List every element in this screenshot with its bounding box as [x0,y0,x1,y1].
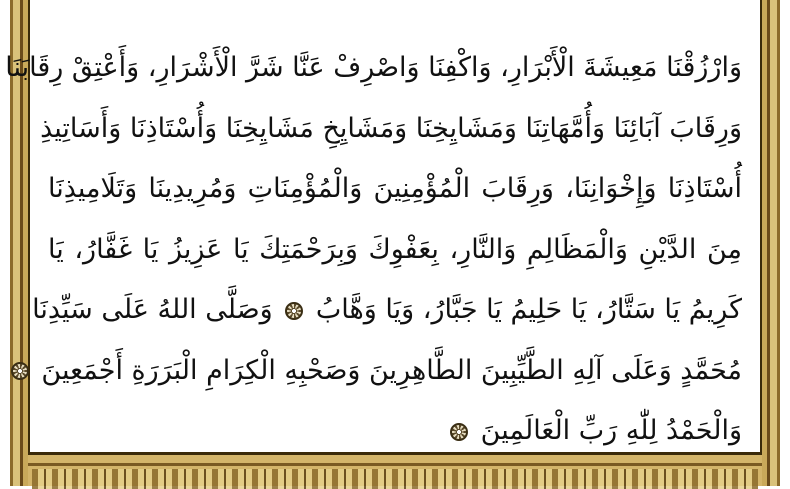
prayer-line-7-text: وَالْحَمْدُ لِلّٰهِ رَبِّ الْعَالَمِينَ [480,415,742,446]
prayer-line-3: أُسْتَاذِنَا وَإِخْوَانِنَا، وَرِقَابَ الْمُؤْمِنِينَ وَالْمُؤْمِنَاتِ وَمُرِيدِينَا وَتَلَامِيذِنَا [48,173,742,204]
prayer-line-6-text: مُحَمَّدٍ وَعَلَى آلِهِ الطَّيِّبِينَ الطَّاهِرِينَ وَصَحْبِهِ الْكِرَامِ الْبَرَرَةِ أَجْمَعِينَ [41,354,742,386]
prayer-line-4: مِنَ الدَّيْنِ وَالْمَظَالِمِ وَالنَّارِ، بِعَفْوِكَ وَبِرَحْمَتِكَ يَا عَزِيزُ يَا غَفَّارُ، يَا [48,233,742,265]
bottom-border-line [28,463,762,466]
prayer-line-2: وَرِقَابَ آبَائِنَا وَأُمَّهَاتِنَا وَمَشَايِخِنَا وَمَشَايِخِ مَشَايِخِنَا وَأُسْتَاذِنَا وَأَسَاتِيذِ [40,112,742,144]
prayer-line-7 [48,401,742,462]
rosette-icon [285,302,303,320]
rosette-icon [450,423,468,441]
prayer-line-5 [32,280,742,341]
prayer-text [5,38,742,462]
prayer-line-6 [41,341,742,402]
bottom-border-pattern [32,469,758,489]
prayer-line-1: وَارْزُقْنَا مَعِيشَةَ الْأَبْرَارِ، وَاكْفِنَا وَاصْرِفْ عَنَّا شَرَّ الْأَشْرَارِ، وَأَعْتِقْ رِقَابَنَا [5,52,742,83]
prayer-line-5-part-1: كَرِيمُ يَا سَتَّارُ، يَا حَلِيمُ يَا جَبَّارُ، وَيَا وَهَّابُ [315,294,742,325]
prayer-line-5-part-2: وَصَلَّى اللهُ عَلَى سَيِّدِنَا [32,294,273,325]
rosette-icon [11,362,29,380]
